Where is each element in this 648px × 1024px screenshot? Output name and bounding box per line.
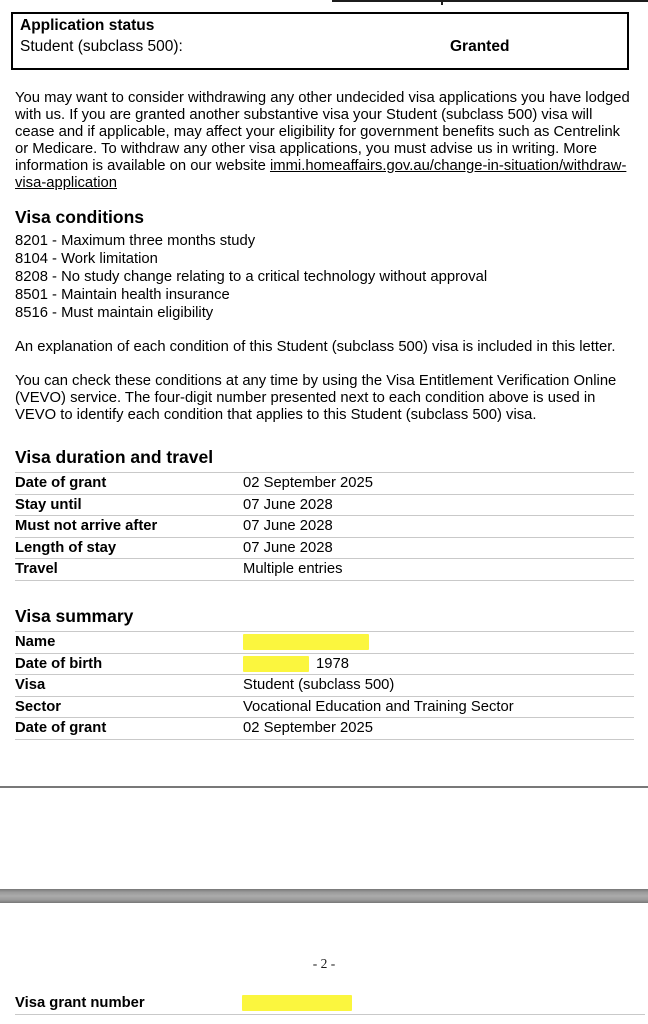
redaction-highlight: [243, 656, 309, 672]
explanation-paragraph: An explanation of each condition of this Student (subclass 500) visa is included in this letter.: [15, 339, 616, 355]
row-value: [242, 995, 359, 1011]
row-label: Visa grant number: [15, 995, 145, 1012]
table-row: [15, 495, 634, 517]
row-label: Name: [15, 634, 56, 651]
vevo-paragraph: You can check these conditions at any time by using the Visa Entitlement Verification Online (VEVO) service. The four-digit number presented next to each condition above is used in VEVO to identify each condition that applies to this Student (subclass 500) visa.: [15, 373, 617, 423]
row-label: Must not arrive after: [15, 518, 158, 535]
redaction-highlight: [243, 634, 369, 650]
row-label: Date of grant: [15, 475, 107, 492]
visa-grant-table: [15, 993, 645, 1015]
table-row: [15, 538, 634, 560]
row-value-text: 07 June 2028: [243, 518, 333, 535]
table-row: [15, 718, 634, 740]
visa-summary-table: [15, 631, 634, 740]
page-number: - 2 -: [312, 956, 336, 971]
visa-duration-table: [15, 472, 634, 581]
status-box: [11, 12, 629, 70]
row-label: Length of stay: [15, 539, 117, 556]
row-value: [243, 475, 373, 491]
website-link[interactable]: immi.homeaffairs.gov.au/change-in-situation/withdraw-visa-application: [15, 158, 627, 191]
table-row: [15, 632, 634, 654]
visa-duration-heading: Visa duration and travel: [15, 447, 214, 467]
row-value-text: 02 September 2025: [243, 720, 373, 737]
visa-condition-item: 8501 - Maintain health insurance: [15, 287, 230, 303]
withdraw-paragraph-text: You may want to consider withdrawing any other undecided visa applications you have lodged with us. If you are granted another substantive visa your Student (subclass 500) visa will cease and if applicable, may affect your eligibility for government benefits such as Centrelink or Medicare. To withdraw any other visa applications, you must advise us in writing. More information is available on our website: [15, 90, 630, 174]
table-row: [15, 697, 634, 719]
application-status-title: Application status: [20, 17, 155, 34]
row-label: Date of grant: [15, 720, 107, 737]
row-value: [243, 656, 349, 672]
application-subject: Student (subclass 500):: [20, 38, 183, 55]
visa-condition-item: 8516 - Must maintain eligibility: [15, 305, 214, 321]
application-status-value: Granted: [450, 38, 510, 55]
row-value-text: 07 June 2028: [243, 496, 333, 513]
row-value-text: 02 September 2025: [243, 475, 373, 492]
row-label: Travel: [15, 561, 58, 578]
visa-condition-item: 8201 - Maximum three months study: [15, 233, 256, 249]
row-value: [243, 561, 343, 577]
cutoff-element-tick: [441, 0, 443, 5]
visa-summary-heading: Visa summary: [15, 606, 134, 626]
row-value: [243, 497, 333, 513]
row-value-text: Vocational Education and Training Sector: [243, 698, 514, 715]
table-row: [15, 473, 634, 495]
withdraw-paragraph: [15, 90, 633, 192]
row-label: Date of birth: [15, 655, 103, 672]
row-value-text: Multiple entries: [243, 561, 343, 578]
visa-conditions-heading: Visa conditions: [15, 207, 145, 227]
table-row: [15, 654, 634, 676]
table-row: [15, 516, 634, 538]
cutoff-element-edge: [332, 0, 648, 2]
row-value-text: 1978: [316, 655, 349, 672]
row-value: [243, 634, 376, 650]
row-value: [243, 540, 333, 556]
visa-condition-item: 8208 - No study change relating to a critical technology without approval: [15, 269, 488, 285]
table-row: [15, 559, 634, 581]
row-label: Sector: [15, 698, 62, 715]
row-value: [243, 518, 333, 534]
table-row: [15, 675, 634, 697]
row-label: Stay until: [15, 496, 82, 513]
row-value: [243, 677, 394, 693]
row-value-text: 07 June 2028: [243, 539, 333, 556]
page-separator-bar: [0, 889, 648, 903]
row-label: Visa: [15, 677, 46, 694]
row-value: [243, 699, 514, 715]
visa-condition-item: 8104 - Work limitation: [15, 251, 158, 267]
visa-conditions-list: [15, 232, 633, 322]
row-value: [243, 720, 373, 736]
page-one-bottom-edge: [0, 786, 648, 788]
table-row: [15, 993, 645, 1015]
redaction-highlight: [242, 995, 352, 1011]
row-value-text: Student (subclass 500): [243, 677, 395, 694]
